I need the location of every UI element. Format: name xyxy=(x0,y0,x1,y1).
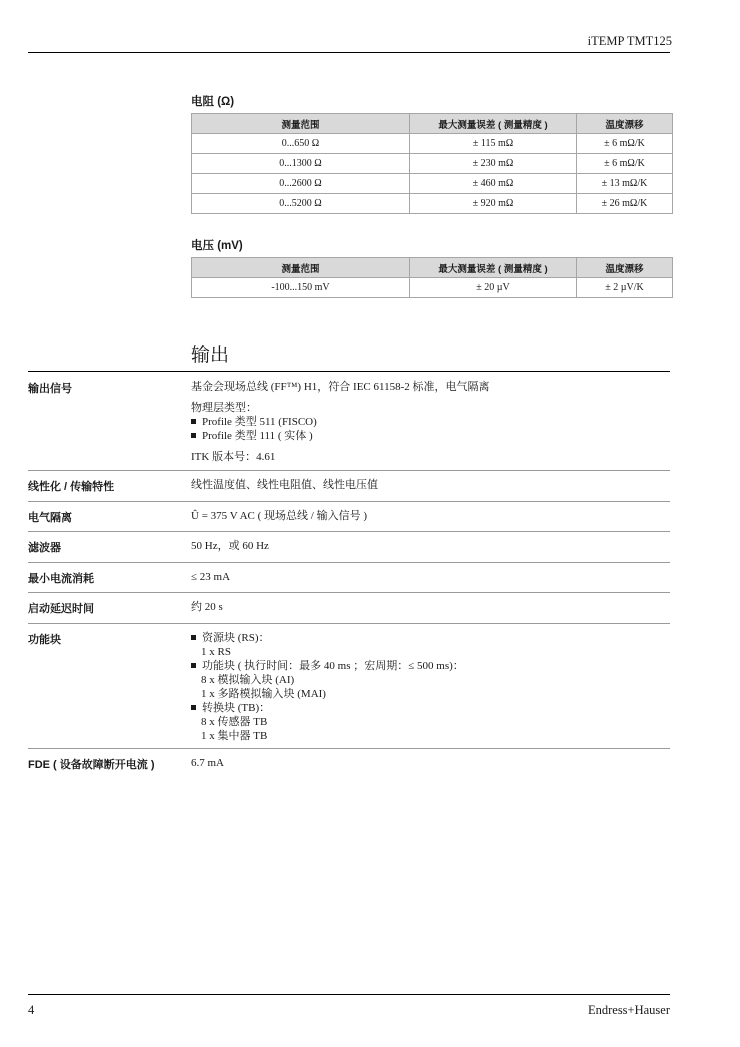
min-current-value: ≤ 23 mA xyxy=(191,571,231,583)
list-item xyxy=(191,415,490,429)
list-item xyxy=(191,701,464,715)
function-blocks-value xyxy=(191,631,464,743)
isolation-value: Û = 375 V AC ( 现场总线 / 输入信号 ) xyxy=(191,510,367,522)
row-divider xyxy=(28,531,670,532)
list-subitem: 1 x RS xyxy=(201,646,231,658)
column-header: 温度漂移 xyxy=(577,114,673,134)
table-header-row xyxy=(192,258,673,278)
column-header: 测量范围 xyxy=(192,114,410,134)
row-divider xyxy=(28,562,670,563)
list-item-text: Profile 类型 111 ( 实体 ) xyxy=(202,430,313,442)
table-cell: ± 920 mΩ xyxy=(410,194,577,214)
voltage-table xyxy=(191,257,673,298)
resistance-table xyxy=(191,113,673,214)
section-rule xyxy=(28,371,670,372)
fde-value: 6.7 mA xyxy=(191,757,224,769)
output-section-heading: 输出 xyxy=(191,345,230,366)
startup-delay-label: 启动延迟时间 xyxy=(28,603,94,615)
table-cell: 0...5200 Ω xyxy=(192,194,410,214)
physical-layer-title: 物理层类型： xyxy=(191,402,257,414)
row-divider xyxy=(28,623,670,624)
output-signal-line: 基金会现场总线 (FF™) H1，符合 IEC 61158-2 标准，电气隔离 xyxy=(191,381,490,393)
row-divider xyxy=(28,470,670,471)
fde-label: FDE ( 设备故障断开电流 ) xyxy=(28,759,155,771)
bullet-icon xyxy=(191,433,196,438)
list-subitem: 8 x 传感器 TB xyxy=(201,716,268,728)
table-row xyxy=(192,194,673,214)
table-cell: ± 115 mΩ xyxy=(410,134,577,154)
brand-name: Endress+Hauser xyxy=(587,1003,670,1017)
list-item xyxy=(191,659,464,673)
table-cell: ± 26 mΩ/K xyxy=(577,194,673,214)
bullet-icon xyxy=(191,419,196,424)
bullet-icon xyxy=(191,663,196,668)
list-subitem: 1 x 多路模拟输入块 (MAI) xyxy=(201,688,326,700)
isolation-label: 电气隔离 xyxy=(28,512,72,524)
table-cell: ± 20 µV xyxy=(410,278,577,298)
page-number: 4 xyxy=(28,1003,35,1017)
list-item xyxy=(191,429,490,443)
table-cell: 0...650 Ω xyxy=(192,134,410,154)
resistance-section-label: 电阻 (Ω) xyxy=(191,96,235,108)
filter-label: 滤波器 xyxy=(28,542,61,554)
row-divider xyxy=(28,748,670,749)
document-header-title: iTEMP TMT125 xyxy=(587,34,672,48)
output-signal-value xyxy=(191,380,490,464)
list-item-text: 功能块 ( 执行时间：最多 40 ms ；宏周期：≤ 500 ms)： xyxy=(202,660,464,672)
bullet-icon xyxy=(191,635,196,640)
table-cell: ± 13 mΩ/K xyxy=(577,174,673,194)
list-item xyxy=(191,631,464,645)
list-subitem: 1 x 集中器 TB xyxy=(201,730,268,742)
column-header: 温度漂移 xyxy=(577,258,673,278)
output-signal-label: 输出信号 xyxy=(28,383,72,395)
linearization-label: 线性化 / 传输特性 xyxy=(28,481,115,493)
table-row xyxy=(192,174,673,194)
table-cell: ± 2 µV/K xyxy=(577,278,673,298)
table-header-row xyxy=(192,114,673,134)
linearization-value: 线性温度值、线性电阻值、线性电压值 xyxy=(191,479,378,491)
min-current-label: 最小电流消耗 xyxy=(28,573,94,585)
table-cell: 0...1300 Ω xyxy=(192,154,410,174)
function-blocks-label: 功能块 xyxy=(28,634,61,646)
table-row xyxy=(192,154,673,174)
table-cell: ± 460 mΩ xyxy=(410,174,577,194)
list-item-text: Profile 类型 511 (FISCO) xyxy=(202,416,317,428)
list-item-text: 转换块 (TB)： xyxy=(202,702,271,714)
table-row xyxy=(192,134,673,154)
bullet-icon xyxy=(191,705,196,710)
itk-version: ITK 版本号：4.61 xyxy=(191,451,276,463)
list-subitem: 8 x 模拟输入块 (AI) xyxy=(201,674,295,686)
column-header: 最大测量误差 ( 测量精度 ) xyxy=(410,114,577,134)
column-header: 最大测量误差 ( 测量精度 ) xyxy=(410,258,577,278)
row-divider xyxy=(28,592,670,593)
table-cell: ± 6 mΩ/K xyxy=(577,134,673,154)
startup-delay-value: 约 20 s xyxy=(191,601,223,613)
list-item-text: 资源块 (RS)： xyxy=(202,632,270,644)
filter-value: 50 Hz，或 60 Hz xyxy=(191,540,269,552)
table-row xyxy=(192,278,673,298)
header-rule xyxy=(28,52,670,53)
table-cell: -100...150 mV xyxy=(192,278,410,298)
column-header: 测量范围 xyxy=(192,258,410,278)
row-divider xyxy=(28,501,670,502)
table-cell: ± 230 mΩ xyxy=(410,154,577,174)
footer-rule xyxy=(28,994,670,995)
table-cell: 0...2600 Ω xyxy=(192,174,410,194)
voltage-section-label: 电压 (mV) xyxy=(191,240,243,252)
table-cell: ± 6 mΩ/K xyxy=(577,154,673,174)
